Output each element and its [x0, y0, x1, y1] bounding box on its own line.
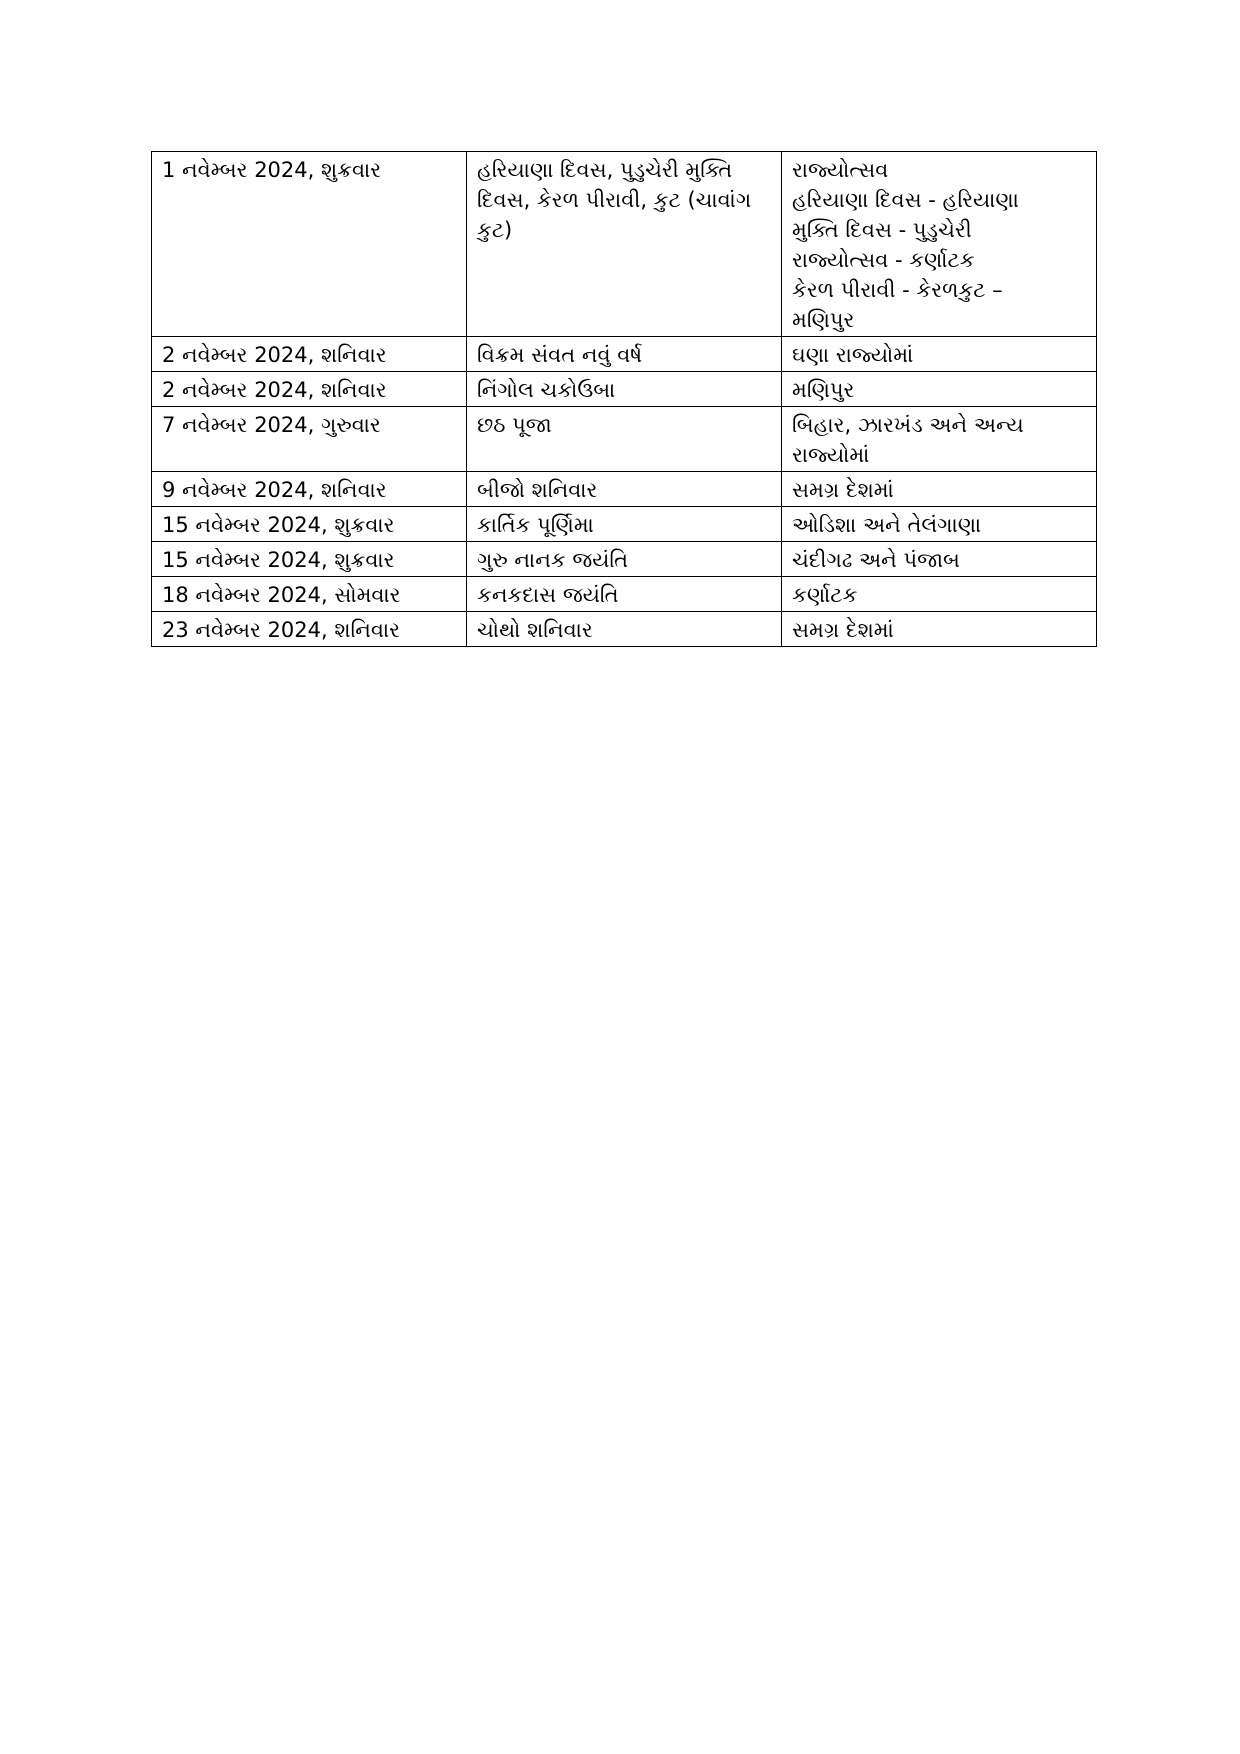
- state-cell: [782, 542, 1097, 577]
- table-row: [152, 507, 1097, 542]
- state-line: સમગ્ર દેશમાં: [792, 478, 894, 502]
- state-line: ચંદીગઢ અને પંજાબ: [792, 548, 960, 572]
- state-line: ઘણા રાજ્યોમાં: [792, 343, 914, 367]
- festival-cell: વિક્રમ સંવત નવું વર્ષ: [467, 337, 782, 372]
- state-cell: [782, 407, 1097, 472]
- festival-cell: બીજો શનિવાર: [467, 472, 782, 507]
- state-line: હરિયાણા દિવસ - હરિયાણા: [792, 188, 1019, 212]
- state-line: બિહાર, ઝારખંડ અને અન્ય: [792, 413, 1024, 437]
- state-cell: [782, 372, 1097, 407]
- table-row: [152, 612, 1097, 647]
- state-line: કેરળ પીરાવી - કેરળકુટ –: [792, 278, 1003, 302]
- festival-cell: છઠ પૂજા: [467, 407, 782, 472]
- table-row: [152, 152, 1097, 337]
- state-cell: [782, 152, 1097, 337]
- state-cell: [782, 507, 1097, 542]
- state-line: મણિપુર: [792, 308, 855, 332]
- date-cell: 9 નવેમ્બર 2024, શનિવાર: [152, 472, 467, 507]
- festival-cell: કાર્તિક પૂર્ણિમા: [467, 507, 782, 542]
- date-cell: 18 નવેમ્બર 2024, સોમવાર: [152, 577, 467, 612]
- state-line: રાજ્યોમાં: [792, 443, 870, 467]
- table-row: [152, 372, 1097, 407]
- state-line: રાજ્યોત્સવ: [792, 158, 889, 182]
- date-cell: 2 નવેમ્બર 2024, શનિવાર: [152, 337, 467, 372]
- state-cell: [782, 472, 1097, 507]
- date-cell: 2 નવેમ્બર 2024, શનિવાર: [152, 372, 467, 407]
- table-row: [152, 577, 1097, 612]
- festival-cell: કનકદાસ જયંતિ: [467, 577, 782, 612]
- date-cell: 15 નવેમ્બર 2024, શુક્રવાર: [152, 507, 467, 542]
- state-line: મણિપુર: [792, 378, 855, 402]
- festival-cell: હરિયાણા દિવસ, પુડુચેરી મુક્તિ દિવસ, કેરળ પીરાવી, કુટ (ચાવાંગ કુટ): [467, 152, 782, 337]
- festival-cell: ગુરુ નાનક જયંતિ: [467, 542, 782, 577]
- date-cell: 1 નવેમ્બર 2024, શુક્રવાર: [152, 152, 467, 337]
- table-row: [152, 472, 1097, 507]
- table-row: [152, 407, 1097, 472]
- state-line: સમગ્ર દેશમાં: [792, 618, 894, 642]
- state-line: રાજ્યોત્સવ - કર્ણાટક: [792, 248, 975, 272]
- state-cell: [782, 612, 1097, 647]
- table-row: [152, 542, 1097, 577]
- date-cell: 23 નવેમ્બર 2024, શનિવાર: [152, 612, 467, 647]
- state-line: કર્ણાટક: [792, 583, 858, 607]
- festival-cell: ચોથો શનિવાર: [467, 612, 782, 647]
- table-row: [152, 337, 1097, 372]
- festival-cell: નિંગોલ ચકોઉબા: [467, 372, 782, 407]
- date-cell: 15 નવેમ્બર 2024, શુક્રવાર: [152, 542, 467, 577]
- date-cell: 7 નવેમ્બર 2024, ગુરુવાર: [152, 407, 467, 472]
- state-cell: [782, 577, 1097, 612]
- holiday-table: [151, 151, 1097, 647]
- state-line: મુક્તિ દિવસ - પુડુચેરી: [792, 218, 972, 242]
- state-line: ઓડિશા અને તેલંગાણા: [792, 513, 982, 537]
- state-cell: [782, 337, 1097, 372]
